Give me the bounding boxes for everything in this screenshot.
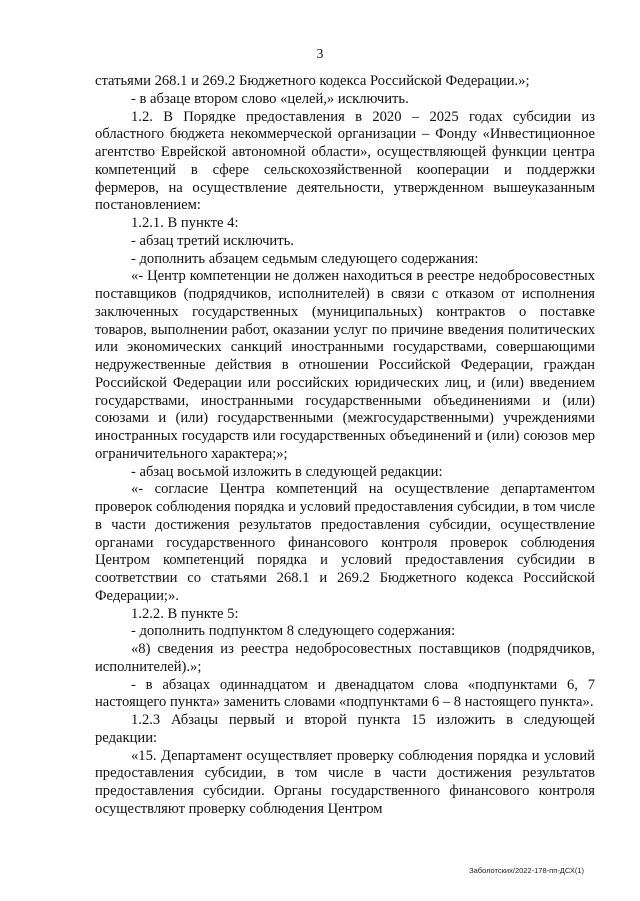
- page-number: 3: [316, 46, 324, 61]
- paragraph: 1.2.1. В пункте 4:: [131, 215, 239, 231]
- paragraph: - абзац восьмой изложить в следующей редакции:: [131, 463, 443, 480]
- document-reference: Заболотских/2022-178-пп-ДСХ(1): [469, 866, 584, 875]
- paragraph: - в абзацах одиннадцатом и двенадцатом слова «подпунктами 6, 7 настоящего пункта» заменить словами «подпунктами 6 – 8 настоящего пункта».: [95, 676, 595, 711]
- paragraph: - в абзаце втором слово «целей,» исключить.: [131, 90, 409, 107]
- paragraph: 1.2.2. В пункте 5:: [131, 605, 239, 622]
- paragraph: - абзац третий исключить.: [131, 232, 294, 249]
- paragraph: 1.2. В Порядке предоставления в 2020 – 2025 годах субсидии из областного бюджета некоммерческой организации – Фонду «Инвестиционное агентство Еврейской автономной области», осуществляющей функции центра компетенций в сфере сельскохозяйственной кооперации и поддержки фермеров, на осуществление деятельности, утвержденном вышеуказанным постановлением:: [95, 108, 595, 214]
- paragraph: «- согласие Центра компетенций на осуществление департаментом проверок соблюдения порядка и условий предоставления субсидии, в том числе в части достижения результатов предоставления субсидии, осуществление органами государственного финансового контроля проверок соблюдения Центром компетенций порядка и условий предоставления субсидии в соответствии со статьями 268.1 и 269.2 Бюджетного кодекса Российской Федерации;».: [95, 481, 595, 604]
- paragraph: - дополнить подпунктом 8 следующего содержания:: [131, 623, 456, 640]
- paragraph: 1.2.3 Абзацы первый и второй пункта 15 изложить в следующей редакции:: [95, 712, 595, 746]
- document-body: [95, 73, 595, 819]
- paragraph: - дополнить абзацем седьмым следующего содержания:: [131, 250, 479, 267]
- paragraph: «8) сведения из реестра недобросовестных поставщиков (подрядчиков, исполнителей).»;: [95, 641, 595, 675]
- paragraph: «- Центр компетенции не должен находиться в реестре недобросовестных поставщиков (подрядчиков, исполнителей) в связи с отказом от исполнения заключенных государственных (муниципальных) контрактов о поставке товаров, выполнении работ, оказании услуг по причине введения политических или экономических санкций иностранными государствами, совершающими недружественные действия в отношении Российской Федерации, граждан Российской Федерации или российских юридических лиц, и (или) введением государствами, иностранными государственными объединениями и (или) союзами и (или) государственными (межгосударственными) учреждениями иностранных государств или государственных объединений и (или) союзов мер ограничительного характера;»;: [95, 268, 595, 462]
- paragraph: «15. Департамент осуществляет проверку соблюдения порядка и условий предоставления субсидии, в том числе в части достижения результатов предоставления субсидии. Органы государственного финансового контроля осуществляют проверку соблюдения Центром: [95, 747, 595, 817]
- paragraph: статьями 268.1 и 269.2 Бюджетного кодекса Российской Федерации.»;: [95, 73, 530, 89]
